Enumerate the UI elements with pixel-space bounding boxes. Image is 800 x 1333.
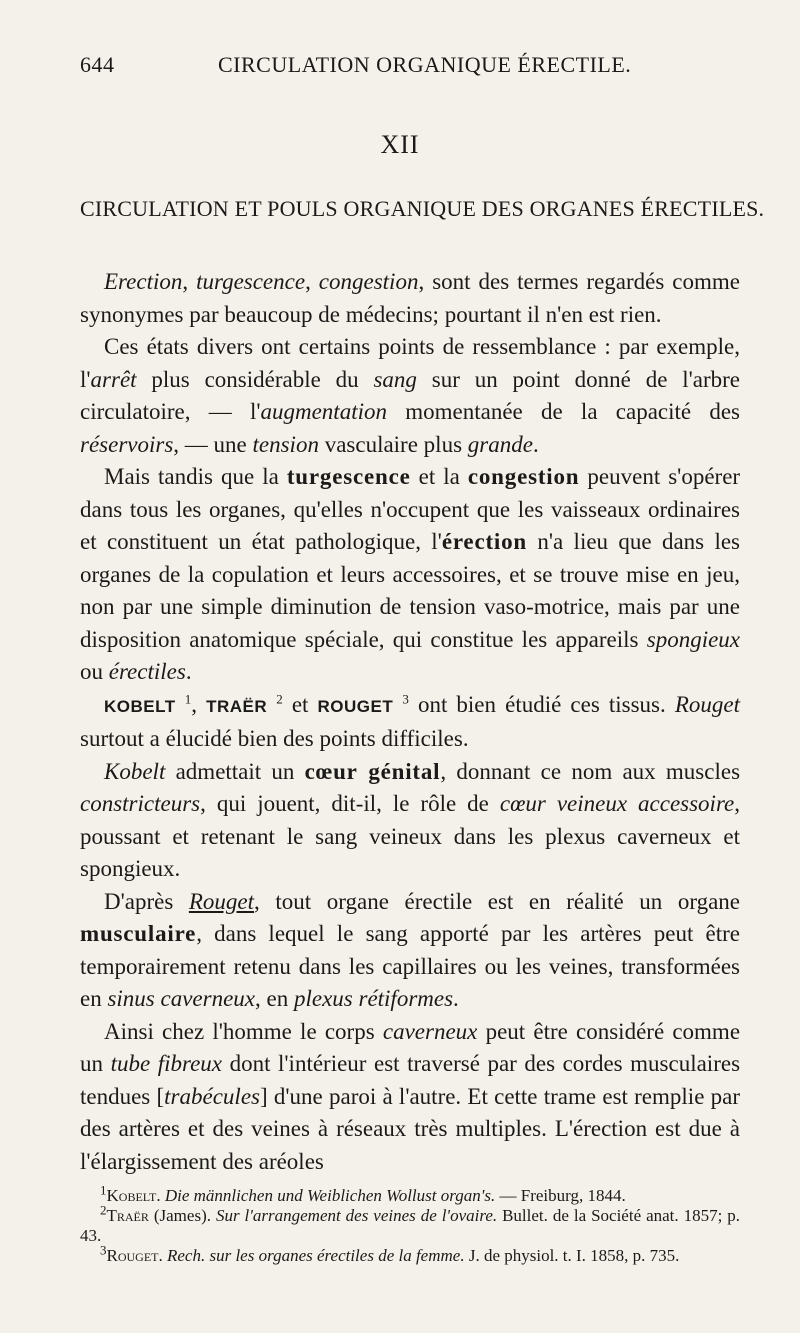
paragraph-text: ] d'une paroi à l'autre. Et cette trame est remplie par des artères et des veines à réseaux très multiples. L'érection est due à l'élargissement des aréoles <box>80 1083 741 1174</box>
paragraph-text: Ainsi chez l'homme le corps <box>104 1018 375 1044</box>
paragraph-text: sur un point donné de l'arbre circulatoire, — l' <box>80 366 741 424</box>
paragraph-text: et <box>291 691 309 717</box>
paragraph-4: KOBELT $^1$, TRAËR $^2$ et ROUGET $^3$ ont bien étudié ces tissus. Rouget surtout a élucidé bien des points difficiles. <box>80 690 740 751</box>
paragraph-text: plus considérable du <box>151 366 359 392</box>
footnote-author: Traër <box>106 1206 149 1225</box>
footnote-mark: 3 <box>100 1242 107 1258</box>
paragraph-5 <box>80 756 740 886</box>
term-erection-bold: érection <box>441 529 527 554</box>
paragraph-text: sont des termes regardés comme synonymes par beaucoup de médecins; pourtant il n'en est rien. <box>80 269 741 327</box>
paragraph-text: Mais tandis que la <box>104 464 279 489</box>
term-plexus-retiformes: plexus rétiformes <box>293 986 454 1011</box>
footnote-mark: 1 <box>100 1182 107 1198</box>
term-coeur-veineux: cœur veineux accessoire <box>499 791 735 816</box>
paragraph-text: peut être considéré comme un <box>80 1018 741 1076</box>
paragraph-text: . <box>185 659 192 684</box>
chapter-title: CIRCULATION ET POULS ORGANIQUE DES ORGANES ÉRECTILES. <box>80 196 765 221</box>
term-trabecules: trabécules <box>164 1083 260 1109</box>
term-kobelt: Kobelt <box>104 758 166 784</box>
footnotes <box>80 1182 741 1266</box>
paragraph-6 <box>80 886 740 1016</box>
paragraph-text: . <box>453 986 459 1011</box>
footnote-text: Bullet. de la Société anat. 1857; p. 43. <box>80 1206 741 1245</box>
paragraph-7 <box>80 1016 740 1179</box>
footnote-2 <box>80 1202 741 1246</box>
footnote-title: Rech. sur les organes érectiles de la femme. <box>167 1246 465 1265</box>
running-head: CIRCULATION ORGANIQUE ÉRECTILE. <box>218 52 632 77</box>
footnote-author: Kobelt. <box>106 1186 161 1205</box>
term-reservoirs: réservoirs <box>80 431 174 457</box>
footnote-title: Die männlichen und Weiblichen Wollust organ's. <box>164 1186 496 1205</box>
term-erection: Erection <box>104 269 183 294</box>
term-musculaire: musculaire <box>80 921 197 946</box>
paragraph-text: et la <box>418 464 460 489</box>
paragraph-text: momentanée de la capacité des <box>405 399 741 424</box>
term-congestion: congestion <box>318 269 419 294</box>
footnote-1 <box>80 1182 740 1206</box>
chapter-number: XII <box>380 130 420 159</box>
author-rouget: ROUGET <box>317 696 394 716</box>
page-number: 644 <box>80 52 115 77</box>
term-rouget: Rouget <box>674 691 740 717</box>
term-arret: arrêt <box>90 366 137 392</box>
paragraph-text: , donnant ce nom aux muscles <box>440 758 741 784</box>
term-sinus-caverneux: sinus caverneux <box>107 986 256 1011</box>
paragraph-text: , — une <box>173 431 247 457</box>
paragraph-text: dont l'intérieur est traversé par des cordes musculaires tendues [ <box>80 1051 741 1109</box>
paragraph-text: n'a lieu que dans les organes de la copulation et leurs accessoires, et se trouve mise en jeu, non par une simple diminution de tension vaso-motrice, mais par une disposition anatomique spéciale, qui constitue les appareils <box>80 529 740 652</box>
paragraph-text: ou <box>80 659 103 684</box>
footnote-ref-2: 2 <box>276 690 283 706</box>
term-tension: tension <box>252 431 319 457</box>
footnote-author: Rouget. <box>106 1246 163 1265</box>
paragraph-text: , poussant et retenant le sang veineux dans les plexus caverneux et spongieux. <box>80 791 741 881</box>
paragraph-text: , qui jouent, dit-il, le rôle de <box>200 791 489 816</box>
paragraph-text: surtout a élucidé bien des points difficiles. <box>80 726 469 751</box>
body-text <box>80 266 740 1178</box>
paragraph-text: vasculaire plus <box>324 431 463 457</box>
paragraph-1: Erection, turgescence, congestion, sont des termes regardés comme synonymes par beaucoup de médecins; pourtant il n'en est rien. <box>80 269 741 327</box>
term-turgescence: turgescence <box>196 269 306 294</box>
author-kobelt: KOBELT <box>104 696 176 716</box>
footnote-title: Sur l'arrangement des veines de l'ovaire. <box>215 1206 498 1225</box>
footnote-ref-1: 1 <box>184 690 192 706</box>
paragraph-text: peuvent s'opérer dans tous les organes, qu'elles n'occupent que les vaisseaux ordinaires et constituent un état pathologique, l' <box>80 464 741 554</box>
page-header <box>80 52 740 84</box>
paragraph-3 <box>80 461 740 689</box>
term-grande: grande <box>467 431 533 457</box>
footnote-text: (James). <box>153 1206 211 1225</box>
paragraph-text: admettait un <box>175 758 295 784</box>
footnote-3 <box>80 1242 740 1266</box>
term-erectiles: érectiles <box>108 659 186 684</box>
term-sang: sang <box>373 366 417 392</box>
term-tube-fibreux: tube fibreux <box>110 1051 223 1076</box>
paragraph-text: . <box>532 431 539 457</box>
term-rouget-underlined: Rouget <box>188 888 255 914</box>
paragraph-text: , en <box>255 986 289 1011</box>
paragraph-text: D'après <box>104 888 174 914</box>
term-coeur-genital: cœur génital <box>304 758 441 784</box>
term-augmentation: augmentation <box>260 399 387 424</box>
footnote-text: — Freiburg, 1844. <box>499 1186 626 1205</box>
paragraph-text: , dans lequel le sang apporté par les artères peut être temporairement retenu dans les capillaires ou les veines, transformées en <box>80 921 740 1011</box>
footnote-mark: 2 <box>100 1202 107 1218</box>
term-constricteurs: constricteurs <box>80 791 201 816</box>
term-spongieux: spongieux <box>646 626 741 652</box>
paragraph-text: , tout organe érectile est en réalité un organe <box>254 888 740 914</box>
author-traer: TRAËR <box>206 696 268 716</box>
footnote-text: J. de physiol. t. I. 1858, p. 735. <box>468 1246 680 1265</box>
paragraph-2 <box>80 331 740 461</box>
paragraph-text: Ces états divers ont certains points de ressemblance : par exemple, l' <box>80 334 740 392</box>
term-turgescence-bold: turgescence <box>286 464 411 489</box>
term-congestion-bold: congestion <box>467 464 580 489</box>
term-caverneux: caverneux <box>382 1018 478 1044</box>
footnote-ref-3: 3 <box>402 690 409 706</box>
paragraph-text: ont bien étudié ces tissus. <box>417 691 666 717</box>
